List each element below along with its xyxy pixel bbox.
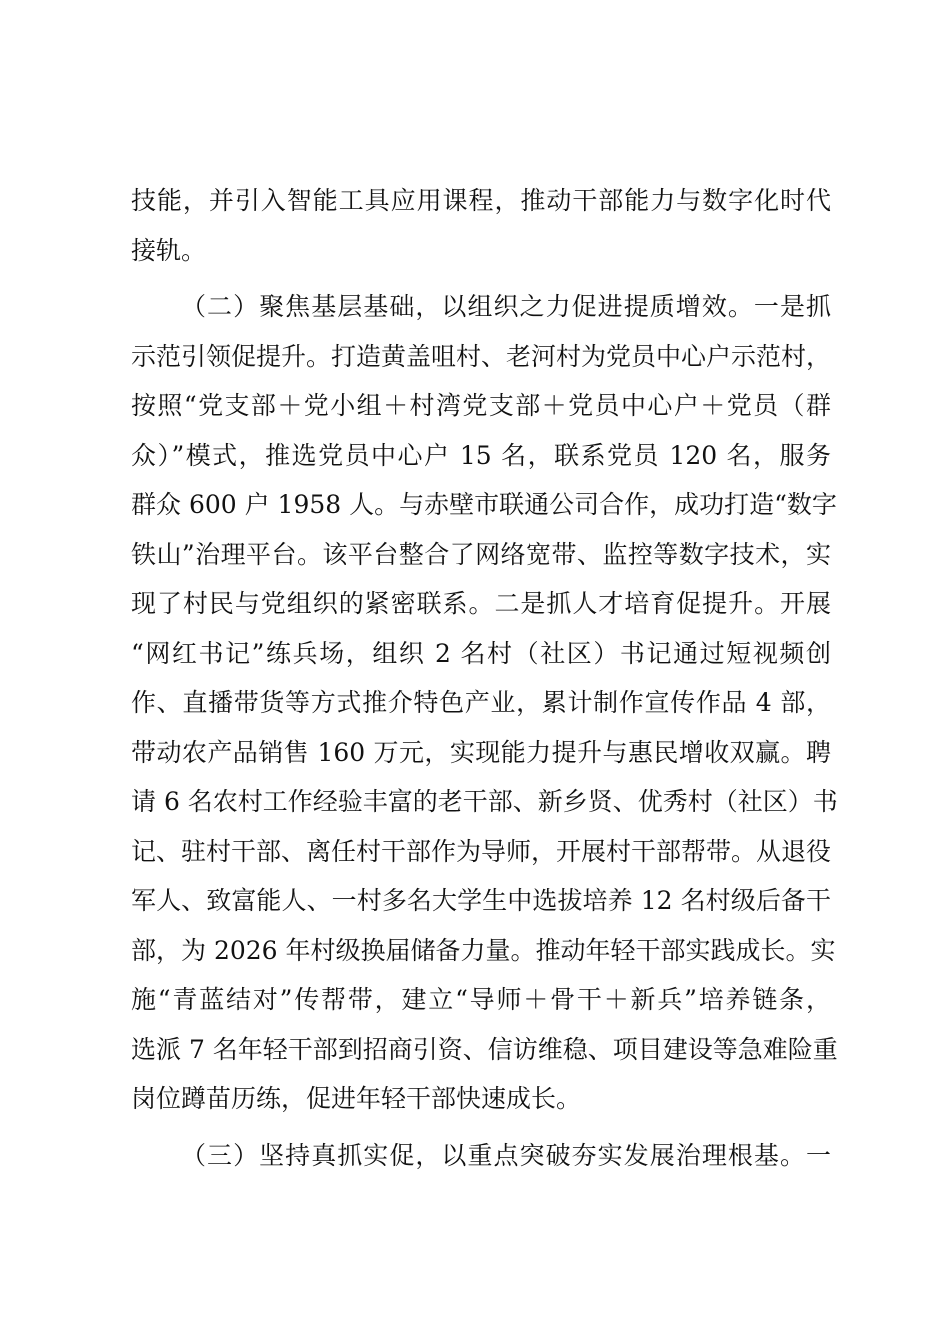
section-heading-line: （三）坚持真抓实促，以重点突破夯实发展治理根基。一 <box>181 1140 831 1170</box>
text-line: 接轨。 <box>131 235 207 265</box>
text-line: 按照“党支部＋党小组＋村湾党支部＋党员中心户＋党员（群 <box>131 391 831 420</box>
text-line: 示范引领促提升。打造黄盖咀村、老河村为党员中心户示范村， <box>131 341 832 371</box>
text-line: “网红书记”练兵场，组织 2 名村（社区）书记通过短视频创 <box>131 638 831 668</box>
text-line: 群众 600 户 1958 人。与赤壁市联通公司合作，成功打造“数字 <box>131 490 837 519</box>
text-line: 军人、致富能人、一村多名大学生中选拔培养 12 名村级后备干 <box>131 886 831 915</box>
text-line: 记、驻村干部、离任村干部作为导师，开展村干部帮带。从退役 <box>131 836 832 866</box>
paragraph-2 <box>131 282 838 1124</box>
section-heading-line: （二）聚焦基层基础，以组织之力促进提质增效。一是抓 <box>181 292 831 321</box>
text-line: 部，为 2026 年村级换届储备力量。推动年轻干部实践成长。实 <box>131 935 836 965</box>
body-text <box>131 176 838 1180</box>
text-line: 请 6 名农村工作经验丰富的老干部、新乡贤、优秀村（社区）书 <box>131 787 838 816</box>
text-line: 技能，并引入智能工具应用课程，推动干部能力与数字化时代 <box>131 186 831 215</box>
text-line: 铁山”治理平台。该平台整合了网络宽带、监控等数字技术，实 <box>131 539 831 569</box>
text-line: 岗位蹲苗历练，促进年轻干部快速成长。 <box>131 1084 582 1113</box>
text-line: 施“青蓝结对”传帮带，建立“导师＋骨干＋新兵”培养链条， <box>131 985 831 1014</box>
text-line: 现了村民与党组织的紧密联系。二是抓人才培育促提升。开展 <box>131 589 831 618</box>
text-line: 带动农产品销售 160 万元，实现能力提升与惠民增收双赢。聘 <box>131 737 831 767</box>
text-line: 众）”模式，推选党员中心户 15 名，联系党员 120 名，服务 <box>131 440 831 470</box>
text-line: 作、直播带货等方式推介特色产业，累计制作宣传作品 4 部， <box>131 688 831 717</box>
text-line: 选派 7 名年轻干部到招商引资、信访维稳、项目建设等急难险重 <box>131 1034 838 1064</box>
paragraph-3 <box>131 1131 831 1181</box>
paragraph-1 <box>131 176 831 275</box>
